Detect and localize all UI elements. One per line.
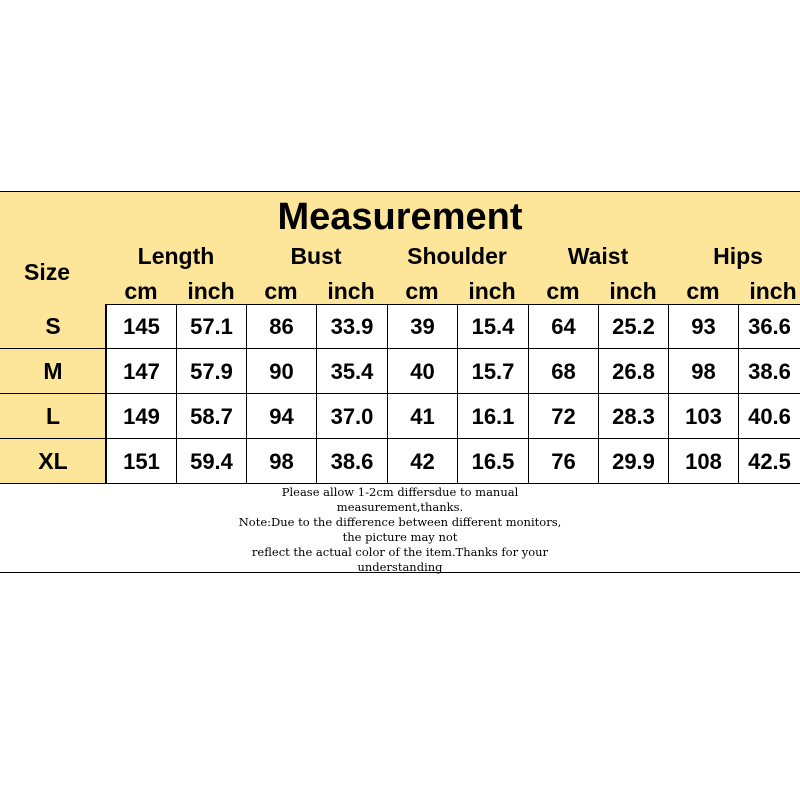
table-cell: 39 — [387, 304, 457, 349]
table-cell: 40.6 — [738, 394, 800, 439]
unit-header: cm — [264, 278, 298, 304]
table-cell: 98 — [246, 439, 316, 484]
table-cell: 98 — [668, 349, 738, 394]
note-line: Note:Due to the difference between different monitors, — [238, 515, 562, 529]
table-row — [106, 304, 800, 349]
table-row — [106, 394, 800, 439]
table-cell: 33.9 — [316, 304, 387, 349]
table-cell: 16.5 — [457, 439, 528, 484]
size-column-header: Size — [23, 259, 71, 285]
table-cell: 103 — [668, 394, 738, 439]
table-cell: 59.4 — [176, 439, 246, 484]
note-line: reflect the actual color of the item.Thanks for your — [251, 545, 549, 559]
unit-header: inch — [327, 278, 375, 304]
table-cell: 145 — [106, 304, 176, 349]
table-cell: 68 — [528, 349, 598, 394]
table-cell: 58.7 — [176, 394, 246, 439]
group-header-bust: Bust — [290, 243, 342, 269]
group-header-shoulder: Shoulder — [407, 243, 507, 269]
table-cell: 38.6 — [316, 439, 387, 484]
unit-header: inch — [609, 278, 657, 304]
table-cell: 16.1 — [457, 394, 528, 439]
table-cell: 93 — [668, 304, 738, 349]
size-label: M — [0, 349, 106, 394]
chart-title: Measurement — [277, 196, 523, 238]
table-cell: 15.7 — [457, 349, 528, 394]
table-cell: 37.0 — [316, 394, 387, 439]
measurement-chart — [0, 191, 800, 573]
unit-header: inch — [749, 278, 797, 304]
table-cell: 35.4 — [316, 349, 387, 394]
table-cell: 76 — [528, 439, 598, 484]
table-row — [106, 349, 800, 394]
note-line: understanding — [357, 560, 443, 574]
group-header-length: Length — [137, 243, 215, 269]
table-cell: 108 — [668, 439, 738, 484]
table-cell: 149 — [106, 394, 176, 439]
table-cell: 40 — [387, 349, 457, 394]
table-cell: 28.3 — [598, 394, 668, 439]
table-cell: 42.5 — [738, 439, 800, 484]
table-cell: 90 — [246, 349, 316, 394]
table-cell: 151 — [106, 439, 176, 484]
note-line: measurement,thanks. — [336, 500, 464, 514]
group-header-waist: Waist — [567, 243, 629, 269]
unit-header: cm — [546, 278, 580, 304]
size-label: S — [0, 304, 106, 349]
unit-header: cm — [405, 278, 439, 304]
size-label: XL — [0, 439, 106, 484]
size-label: L — [0, 394, 106, 439]
table-cell: 26.8 — [598, 349, 668, 394]
table-header — [0, 192, 800, 305]
table-cell: 57.9 — [176, 349, 246, 394]
table-cell: 94 — [246, 394, 316, 439]
table-cell: 36.6 — [738, 304, 800, 349]
unit-header: inch — [187, 278, 235, 304]
table-cell: 72 — [528, 394, 598, 439]
group-header-hips: Hips — [713, 243, 763, 269]
unit-header: cm — [124, 278, 158, 304]
table-cell: 42 — [387, 439, 457, 484]
note-line: Please allow 1-2cm differsdue to manual — [281, 485, 519, 499]
table-cell: 57.1 — [176, 304, 246, 349]
table-cell: 38.6 — [738, 349, 800, 394]
measurement-grid — [106, 304, 800, 484]
table-cell: 86 — [246, 304, 316, 349]
table-cell: 41 — [387, 394, 457, 439]
table-cell: 29.9 — [598, 439, 668, 484]
table-cell: 147 — [106, 349, 176, 394]
disclaimer-note — [0, 484, 800, 572]
table-cell: 15.4 — [457, 304, 528, 349]
table-row — [106, 439, 800, 484]
unit-header: inch — [468, 278, 516, 304]
size-column — [0, 304, 106, 484]
unit-header: cm — [686, 278, 720, 304]
table-cell: 64 — [528, 304, 598, 349]
note-line: the picture may not — [342, 530, 458, 544]
table-cell: 25.2 — [598, 304, 668, 349]
